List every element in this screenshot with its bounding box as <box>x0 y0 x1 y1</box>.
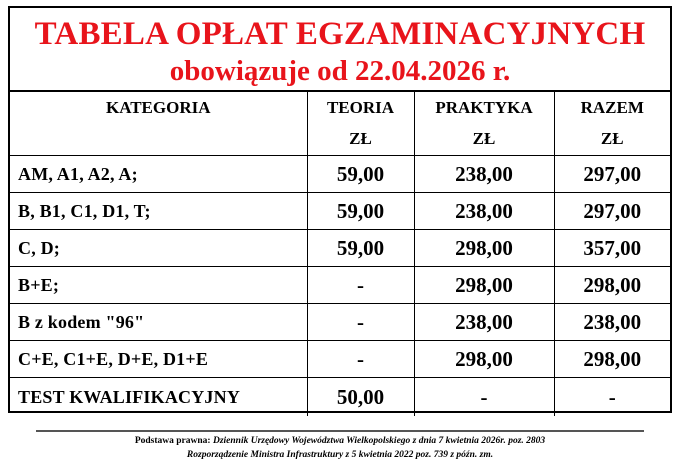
table-row <box>10 304 670 341</box>
row-category: B, B1, C1, D1, T; <box>10 193 307 230</box>
row-theory-fee: 59,00 <box>307 156 414 193</box>
row-total-fee: 298,00 <box>554 341 670 378</box>
footer-divider <box>36 430 644 432</box>
row-category: B z kodem "96" <box>10 304 307 341</box>
row-practice-fee: 238,00 <box>414 193 554 230</box>
row-practice-fee: 298,00 <box>414 267 554 304</box>
row-theory-fee: - <box>307 341 414 378</box>
row-theory-fee: - <box>307 267 414 304</box>
table-row <box>10 193 670 230</box>
header-practice: PRAKTYKA ZŁ <box>414 92 554 156</box>
row-practice-fee: 298,00 <box>414 341 554 378</box>
row-category: C, D; <box>10 230 307 267</box>
row-total-fee: 297,00 <box>554 156 670 193</box>
row-total-fee: 357,00 <box>554 230 670 267</box>
row-theory-fee: 50,00 <box>307 378 414 417</box>
footer-source-1: Dziennik Urzędowy Województwa Wielkopolskiego z dnia 7 kwietnia 2026r. poz. 2803 <box>212 436 546 446</box>
row-total-fee: 297,00 <box>554 193 670 230</box>
header-total: RAZEM ZŁ <box>554 92 670 156</box>
row-total-fee: 238,00 <box>554 304 670 341</box>
row-practice-fee: 298,00 <box>414 230 554 267</box>
fee-table-frame <box>8 6 672 413</box>
row-practice-fee: - <box>414 378 554 417</box>
table-header-row <box>10 92 670 156</box>
fee-table <box>10 92 670 416</box>
row-category: B+E; <box>10 267 307 304</box>
row-category: AM, A1, A2, A; <box>10 156 307 193</box>
footer-line-2 <box>0 448 680 462</box>
header-total-unit: ZŁ <box>600 129 624 148</box>
row-theory-fee: 59,00 <box>307 193 414 230</box>
legal-basis-footer <box>0 434 680 462</box>
effective-date-subtitle: obowiązuje od 22.04.2026 r. <box>169 55 511 87</box>
title-area <box>10 8 670 92</box>
table-row <box>10 341 670 378</box>
row-total-fee: 298,00 <box>554 267 670 304</box>
footer-line-1 <box>0 434 680 448</box>
table-row <box>10 230 670 267</box>
footer-source-2: Rozporządzenie Ministra Infrastruktury z 5 kwietnia 2022 poz. 739 z późn. zm. <box>186 450 494 460</box>
table-row <box>10 267 670 304</box>
row-theory-fee: - <box>307 304 414 341</box>
row-category: TEST KWALIFIKACYJNY <box>10 378 307 417</box>
header-theory: TEORIA ZŁ <box>307 92 414 156</box>
row-total-fee: - <box>554 378 670 417</box>
header-category: KATEGORIA <box>10 92 307 156</box>
footer-label: Podstawa prawna: <box>134 436 211 446</box>
page-title: TABELA OPŁAT EGZAMINACYJNYCH <box>34 16 646 52</box>
header-practice-unit: ZŁ <box>472 129 496 148</box>
header-theory-unit: ZŁ <box>349 129 372 148</box>
table-row <box>10 156 670 193</box>
row-practice-fee: 238,00 <box>414 156 554 193</box>
row-theory-fee: 59,00 <box>307 230 414 267</box>
table-row <box>10 378 670 417</box>
row-category: C+E, C1+E, D+E, D1+E <box>10 341 307 378</box>
row-practice-fee: 238,00 <box>414 304 554 341</box>
